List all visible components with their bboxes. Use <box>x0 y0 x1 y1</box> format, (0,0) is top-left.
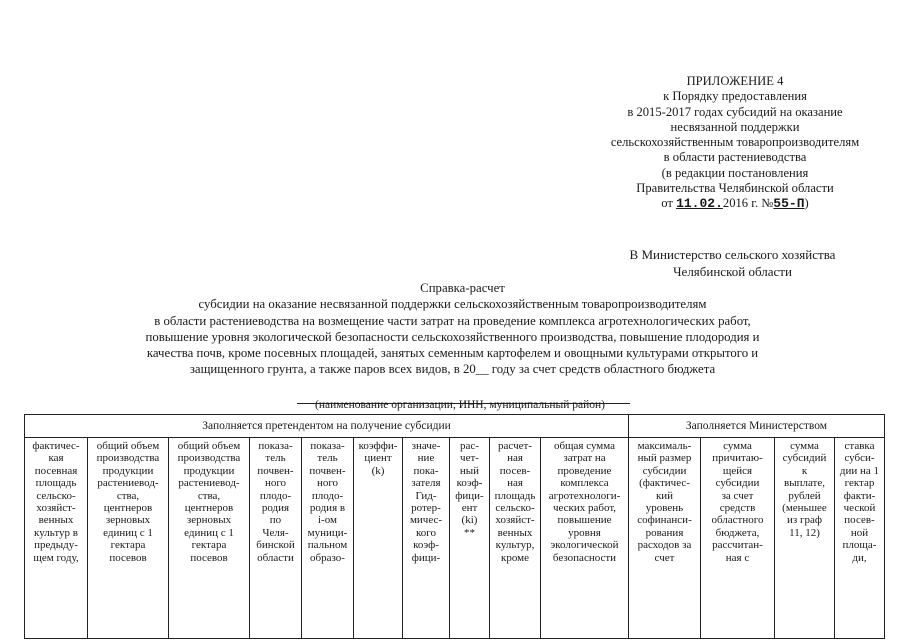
column-header-line: ства, <box>197 489 221 502</box>
column-header-line: центнеров <box>103 502 153 515</box>
column-header-line: пальном <box>307 539 348 552</box>
column-header-line: площадь <box>494 489 536 502</box>
document-heading: Справка-расчет <box>420 281 505 295</box>
column-header-line: культур в <box>34 526 78 539</box>
column-header-8 <box>450 438 490 639</box>
column-header-line: субсидии <box>715 477 760 490</box>
column-header-2 <box>88 438 169 639</box>
column-header-line: образо- <box>310 551 345 564</box>
column-header-line: из граф <box>786 514 822 527</box>
column-header-line: производства <box>96 452 160 465</box>
column-header-line: предыду- <box>34 539 78 552</box>
column-header-line: расходов за <box>637 539 692 552</box>
ministry-group-header: Заполняется Министерством <box>629 415 885 438</box>
column-header-line: дии на 1 <box>839 464 880 477</box>
column-header-line: кий <box>655 489 674 502</box>
appendix-line: Правительства Челябинской области <box>636 181 834 196</box>
column-header-line: чет- <box>460 452 479 465</box>
column-header-line: бюджета, <box>715 526 760 539</box>
column-header-line: муници- <box>307 526 348 539</box>
column-header-3 <box>169 438 250 639</box>
column-header-line: рублей <box>788 489 821 502</box>
column-header-4 <box>250 438 302 639</box>
column-header-line: центнеров <box>184 502 234 515</box>
column-header-7 <box>403 438 450 639</box>
column-header-line: родия в <box>309 502 346 515</box>
column-header-line: кроме <box>501 551 529 564</box>
column-header-line: гектара <box>110 539 146 552</box>
column-header-line: сельско- <box>36 489 76 502</box>
appendix-line: сельскохозяйственным товаропроизводителям <box>610 135 860 150</box>
column-header-line: кая <box>48 452 64 465</box>
column-header-line: площадь <box>35 477 77 490</box>
organization-caption: (наименование организации, ИНН, муниципальный район) <box>315 399 605 411</box>
column-header-line: Челя- <box>262 526 289 539</box>
column-header-line: максималь- <box>637 440 692 452</box>
column-header-line: рования <box>645 526 684 539</box>
column-header-line: ный размер <box>637 452 692 465</box>
column-header-line: фактичес- <box>32 440 80 452</box>
column-header-line: ная <box>507 477 523 490</box>
column-header-line: субси- <box>844 452 875 465</box>
column-header-line: ная с <box>725 551 750 564</box>
column-header-line: коэф- <box>413 539 439 552</box>
column-header-line: средств <box>719 502 756 515</box>
appendix-line: несвязанной поддержки <box>670 119 800 134</box>
appendix-line: в 2015-2017 годах субсидий на оказание <box>627 104 843 119</box>
column-header-line: продукции <box>102 464 154 477</box>
column-header-line: Гид- <box>415 489 437 502</box>
document-title <box>0 280 905 378</box>
closing-paren: ) <box>804 196 809 211</box>
column-header-line: венных <box>497 526 533 539</box>
column-header-line: венных <box>38 514 74 527</box>
column-header-line: затрат на <box>563 452 606 465</box>
column-header-line: общая сумма <box>553 440 616 452</box>
column-header-6 <box>354 438 403 639</box>
column-header-line: ного <box>264 477 287 490</box>
column-header-line: пока- <box>413 464 439 477</box>
column-header-line: (k) <box>371 464 385 477</box>
column-header-line: субсидии <box>642 464 687 477</box>
date-suffix: 2016 г. № <box>722 196 774 211</box>
subsidy-calc-table <box>24 414 885 639</box>
resolution-date-line <box>520 196 905 211</box>
title-line: повышение уровня экологической безопасности сельскохозяйственного производства, повышение плодородия и <box>145 329 760 344</box>
column-header-line: хозяйст- <box>495 514 535 527</box>
recipient-line-2: Челябинской области <box>673 264 792 279</box>
column-header-line: ного <box>316 477 339 490</box>
title-line: субсидии на оказание несвязанной поддержки сельскохозяйственным товаропроизводителям <box>198 297 707 312</box>
column-header-line: зателя <box>411 477 441 490</box>
column-header-line: факти- <box>843 489 876 502</box>
column-header-line: софинанси- <box>637 514 692 527</box>
column-header-line: сельско- <box>495 502 535 515</box>
column-header-line: тель <box>317 452 338 465</box>
column-header-line: за счет <box>721 489 754 502</box>
column-header-line: коэффи- <box>358 440 398 452</box>
appendix-block <box>520 74 905 212</box>
column-header-line: зерновых <box>105 514 151 527</box>
column-header-line: безопасности <box>552 551 617 564</box>
column-header-line: площа- <box>842 539 877 552</box>
column-header-line: причитаю- <box>712 452 763 465</box>
column-header-12 <box>701 438 775 639</box>
column-header-line: уровень <box>645 502 684 515</box>
column-header-line: ** <box>464 526 475 539</box>
column-header-line: общий объем <box>177 440 241 452</box>
column-header-line: общий объем <box>96 440 160 452</box>
column-header-5 <box>302 438 354 639</box>
column-header-1 <box>25 438 88 639</box>
column-header-line: почвен- <box>257 464 294 477</box>
column-header-10 <box>541 438 629 639</box>
appendix-line: (в редакции постановления <box>661 165 809 180</box>
column-header-line: коэф- <box>456 477 483 490</box>
title-line: защищенного грунта, а также паров всех видов, в 20__ году за счет средств областного бюджета <box>189 362 716 377</box>
column-header-line: рас- <box>460 440 479 452</box>
column-header-line: фици- <box>411 551 441 564</box>
column-header-line: посевная <box>34 464 78 477</box>
column-header-line: (меньшее <box>782 502 827 515</box>
column-header-line: по <box>269 514 282 527</box>
recipient-block <box>560 246 905 280</box>
column-header-line: ние <box>417 452 435 465</box>
title-line: в области растениеводства на возмещение части затрат на проведение комплекса агротехнологических работ, <box>154 313 751 328</box>
column-header-line: фици- <box>455 489 484 502</box>
column-header-line: ческих работ, <box>552 502 617 515</box>
column-header-line: ной <box>850 526 869 539</box>
appendix-line: в области растениеводства <box>663 150 807 165</box>
column-header-line: комплекса <box>560 477 609 490</box>
column-header-line: ди, <box>852 551 867 564</box>
column-header-line: сумма <box>723 440 752 452</box>
resolution-date: 11.02. <box>676 196 723 212</box>
column-header-line: области <box>257 551 294 564</box>
column-header-line: тель <box>265 452 286 465</box>
column-header-line: повышение <box>557 514 612 527</box>
column-header-line: продукции <box>183 464 235 477</box>
column-header-line: посевов <box>190 551 228 564</box>
column-header-line: мичес- <box>409 514 443 527</box>
column-header-line: плодо- <box>259 489 292 502</box>
column-header-line: показа- <box>258 440 293 452</box>
column-header-line: i-ом <box>318 514 337 527</box>
column-header-line: агротехнологи- <box>548 489 621 502</box>
column-header-line: выплате, <box>784 477 825 490</box>
resolution-number: 55-П <box>773 196 805 212</box>
column-header-13 <box>775 438 835 639</box>
column-header-line: растениевод- <box>178 477 240 490</box>
date-prefix: от <box>661 196 673 211</box>
column-header-line: щейся <box>722 464 753 477</box>
column-header-line: почвен- <box>309 464 346 477</box>
column-header-line: (ki) <box>461 514 478 527</box>
column-header-line: гектар <box>844 477 875 490</box>
column-header-14 <box>835 438 885 639</box>
column-header-line: растениевод- <box>97 477 159 490</box>
column-header-line: проведение <box>557 464 612 477</box>
column-header-9 <box>490 438 541 639</box>
column-header-line: ент <box>461 502 478 515</box>
column-header-line: показа- <box>310 440 345 452</box>
column-header-line: к <box>801 464 808 477</box>
column-header-line: щем году, <box>33 551 79 564</box>
title-line: качества почв, кроме посевных площадей, занятых семенным картофелем и овощными культурами открытого и <box>146 346 759 361</box>
column-header-line: кого <box>415 526 437 539</box>
applicant-group-header: Заполняется претендентом на получение субсидии <box>25 415 629 438</box>
column-header-line: родия <box>261 502 290 515</box>
column-header-line: областного <box>711 514 764 527</box>
column-header-line: плодо- <box>311 489 344 502</box>
column-header-line: ный <box>459 464 480 477</box>
appendix-line: ПРИЛОЖЕНИЕ 4 <box>686 74 784 88</box>
column-header-line: счет <box>654 551 675 564</box>
appendix-line: к Порядку предоставления <box>663 89 807 104</box>
column-header-line: бинской <box>256 539 295 552</box>
column-header-line: ства, <box>116 489 140 502</box>
column-header-line: посев- <box>844 514 875 527</box>
column-header-line: посев- <box>499 464 531 477</box>
column-header-line: зерновых <box>186 514 232 527</box>
column-header-line: ставка <box>844 440 875 452</box>
column-header-line: (фактичес- <box>639 477 690 490</box>
column-header-line: ная <box>507 452 523 465</box>
column-header-line: расчет- <box>498 440 532 452</box>
column-header-line: экологической <box>550 539 619 552</box>
column-header-11 <box>629 438 701 639</box>
column-header-line: хозяйст- <box>36 502 76 515</box>
column-header-line: посевов <box>109 551 147 564</box>
column-header-line: значе- <box>411 440 441 452</box>
column-header-line: гектара <box>191 539 227 552</box>
column-header-line: циент <box>364 452 392 465</box>
column-header-line: уровня <box>568 526 601 539</box>
column-header-line: 11, 12) <box>789 526 820 539</box>
column-header-line: ротер- <box>411 502 441 515</box>
column-header-line: единиц с 1 <box>103 526 153 539</box>
column-header-line: рассчитан- <box>712 539 763 552</box>
column-header-line: единиц с 1 <box>184 526 234 539</box>
column-header-line: ческой <box>843 502 876 515</box>
column-header-line: субсидий <box>782 452 827 465</box>
recipient-line-1: В Министерство сельского хозяйства <box>629 247 836 262</box>
column-header-line: культур, <box>495 539 535 552</box>
column-header-line: сумма <box>790 440 819 452</box>
column-header-line: производства <box>177 452 241 465</box>
